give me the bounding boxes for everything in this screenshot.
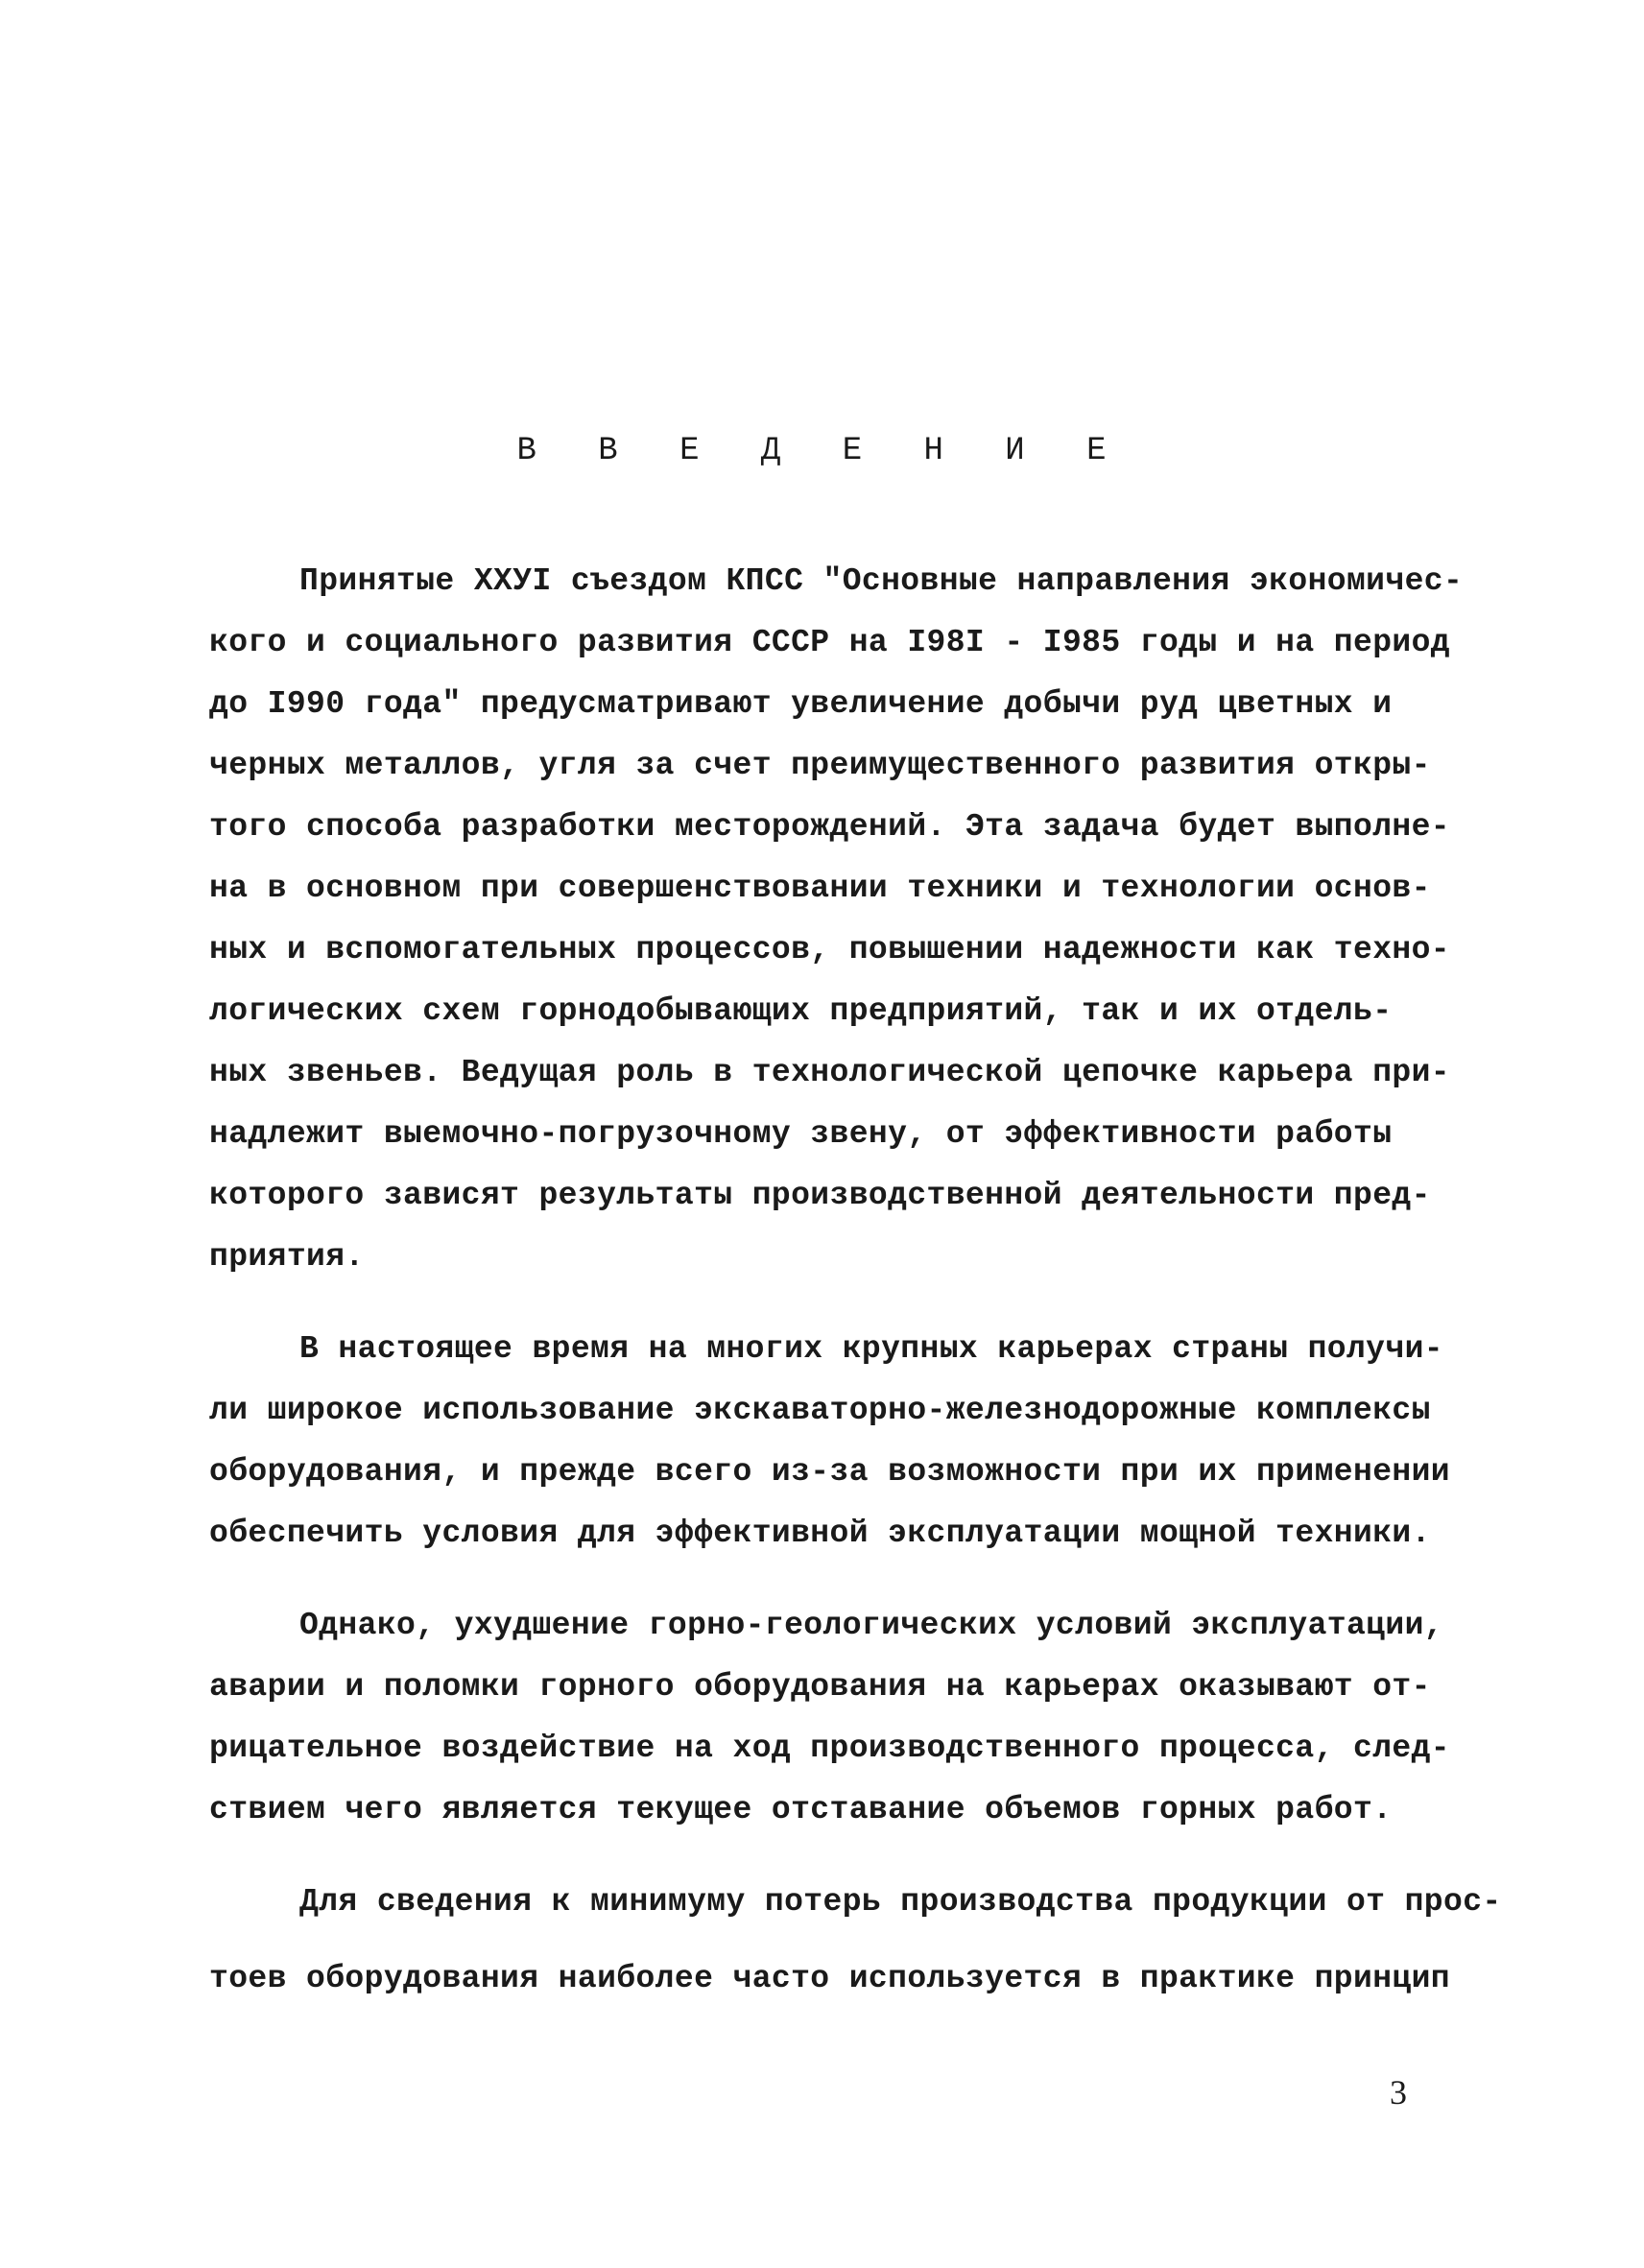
paragraph-3-line-2: аварии и поломки горного оборудования на карьерах оказывают от- [209,1669,1431,1705]
paragraph-1-line-2: кого и социального развития СССР на I98I - I985 годы и на период [209,625,1451,660]
paragraph-1-line-12: приятия. [209,1239,365,1275]
paragraph-2-line-3: оборудования, и прежде всего из-за возможности при их применении [209,1454,1451,1490]
section-heading: В В Е Д Е Н И Е [516,433,1128,469]
paragraph-1-line-11: которого зависят результаты производственной деятельности пред- [209,1178,1431,1213]
paragraph-1-line-4: черных металлов, угля за счет преимущественного развития откры- [209,748,1431,783]
paragraph-1-line-5: того способа разработки месторождений. Эта задача будет выполне- [209,809,1451,845]
paragraph-1-line-3: до I990 года" предусматривают увеличение добычи руд цветных и [209,686,1393,722]
paragraph-1-line-8: логических схем горнодобывающих предприятий, так и их отдель- [209,993,1393,1029]
paragraph-2-line-2: ли широкое использование экскаваторно-железнодорожные комплексы [209,1393,1431,1428]
paragraph-2-line-4: обеспечить условия для эффективной эксплуатации мощной техники. [209,1516,1431,1551]
paragraph-1-line-7: ных и вспомогательных процессов, повышении надежности как техно- [209,932,1451,967]
paragraph-1-line-10: надлежит выемочно-погрузочному звену, от эффективности работы [209,1116,1393,1152]
paragraph-1-line-6: на в основном при совершенствовании техники и технологии основ- [209,871,1431,906]
paragraph-4-line-2: тоев оборудования наиболее часто используется в практике принцип [209,1961,1451,1996]
paragraph-1-line-9: ных звеньев. Ведущая роль в технологической цепочке карьера при- [209,1055,1451,1090]
paragraph-4-line-1: Для сведения к минимуму потерь производства продукции от прос- [299,1884,1502,1920]
paragraph-1-line-1: Принятые ХХУI съездом КПСС "Основные направления экономичес- [299,563,1464,599]
page-number: 3 [1390,2073,1407,2112]
paragraph-3-line-4: ствием чего является текущее отставание объемов горных работ. [209,1792,1393,1827]
paragraph-2-line-1: В настоящее время на многих крупных карьерах страны получи- [299,1331,1443,1367]
paragraph-3-line-3: рицательное воздействие на ход производственного процесса, след- [209,1731,1451,1766]
paragraph-3-line-1: Однако, ухудшение горно-геологических условий эксплуатации, [299,1608,1443,1643]
